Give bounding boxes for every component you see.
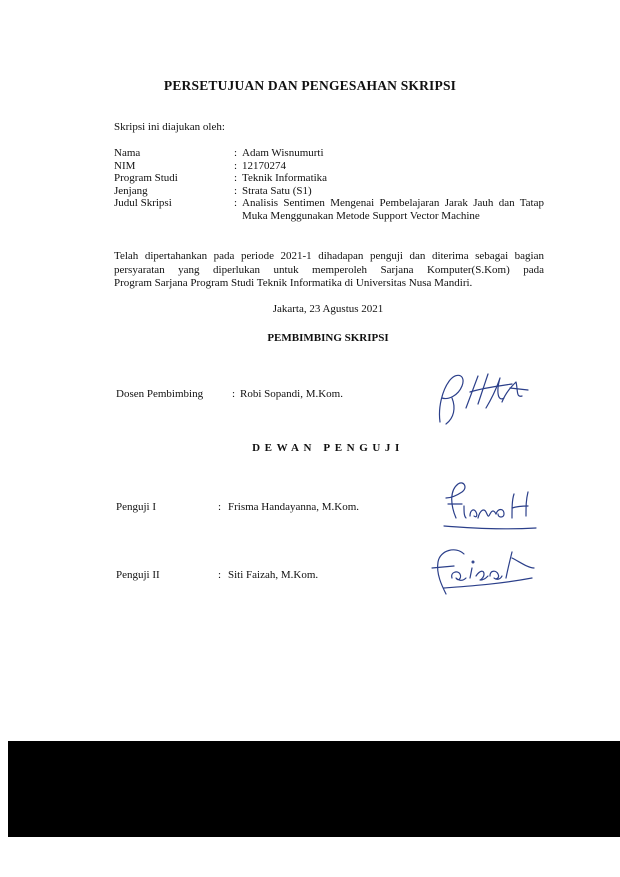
field-label: Program Studi: [114, 172, 178, 185]
field-label: Jenjang: [114, 184, 148, 197]
field-label: NIM: [114, 159, 136, 172]
penguji-row: [116, 569, 436, 585]
field-value: Analisis Sentimen Mengenai Pembelajaran Jarak Jauh dan Tatap Muka Menggunakan Metode Support Vector Machine: [242, 197, 544, 222]
field-colon: :: [234, 159, 238, 172]
field-colon: :: [234, 184, 238, 197]
penguji-2-signature: [430, 544, 540, 600]
penguji-name: Frisma Handayanna, M.Kom.: [228, 501, 360, 513]
field-value: Teknik Informatika: [242, 172, 328, 185]
dewan-penguji-heading: DEWAN PENGUJI: [252, 442, 404, 454]
penguji-1-signature: [440, 478, 542, 536]
penguji-colon: :: [218, 569, 222, 581]
field-colon: :: [234, 172, 238, 185]
statement-line: persyaratan yang diperlukan untuk memperoleh Sarjana Komputer(S.Kom) pada: [114, 263, 544, 276]
pembimbing-row: [116, 388, 436, 404]
pembimbing-label: Dosen Pembimbing: [116, 388, 204, 400]
field-row-program-studi: [114, 172, 544, 185]
field-label: Judul Skripsi: [114, 197, 172, 210]
student-info-table: [114, 147, 544, 223]
field-row-nama: [114, 147, 544, 160]
penguji-label: Penguji I: [116, 501, 157, 513]
field-row-judul-skripsi: [114, 197, 544, 222]
statement-line: Telah dipertahankan pada periode 2021-1 dihadapan penguji dan diterima sebagai bagian: [114, 250, 544, 262]
field-label: Nama: [114, 147, 141, 159]
statement-line: Program Sarjana Program Studi Teknik Informatika di Universitas Nusa Mandiri.: [114, 277, 473, 290]
field-colon: :: [234, 197, 238, 210]
redaction-bar: [8, 741, 620, 837]
penguji-label: Penguji II: [116, 569, 160, 581]
approval-statement: [114, 250, 544, 291]
field-row-jenjang: [114, 185, 544, 198]
place-date: Jakarta, 23 Agustus 2021: [272, 303, 384, 315]
intro-text: Skripsi ini diajukan oleh:: [114, 121, 225, 133]
field-row-nim: [114, 160, 544, 173]
field-value: Adam Wisnumurti: [242, 147, 324, 159]
pembimbing-signature: [432, 368, 554, 430]
penguji-name: Siti Faizah, M.Kom.: [228, 569, 319, 581]
pembimbing-heading: PEMBIMBING SKRIPSI: [267, 332, 389, 344]
field-value: 12170274: [242, 159, 286, 172]
document-title: PERSETUJUAN DAN PENGESAHAN SKRIPSI: [163, 78, 457, 93]
field-value: Strata Satu (S1): [242, 184, 312, 197]
field-colon: :: [234, 147, 238, 159]
pembimbing-name: Robi Sopandi, M.Kom.: [240, 388, 343, 400]
penguji-colon: :: [218, 501, 222, 513]
penguji-row: [116, 501, 436, 517]
pembimbing-colon: :: [232, 388, 236, 400]
